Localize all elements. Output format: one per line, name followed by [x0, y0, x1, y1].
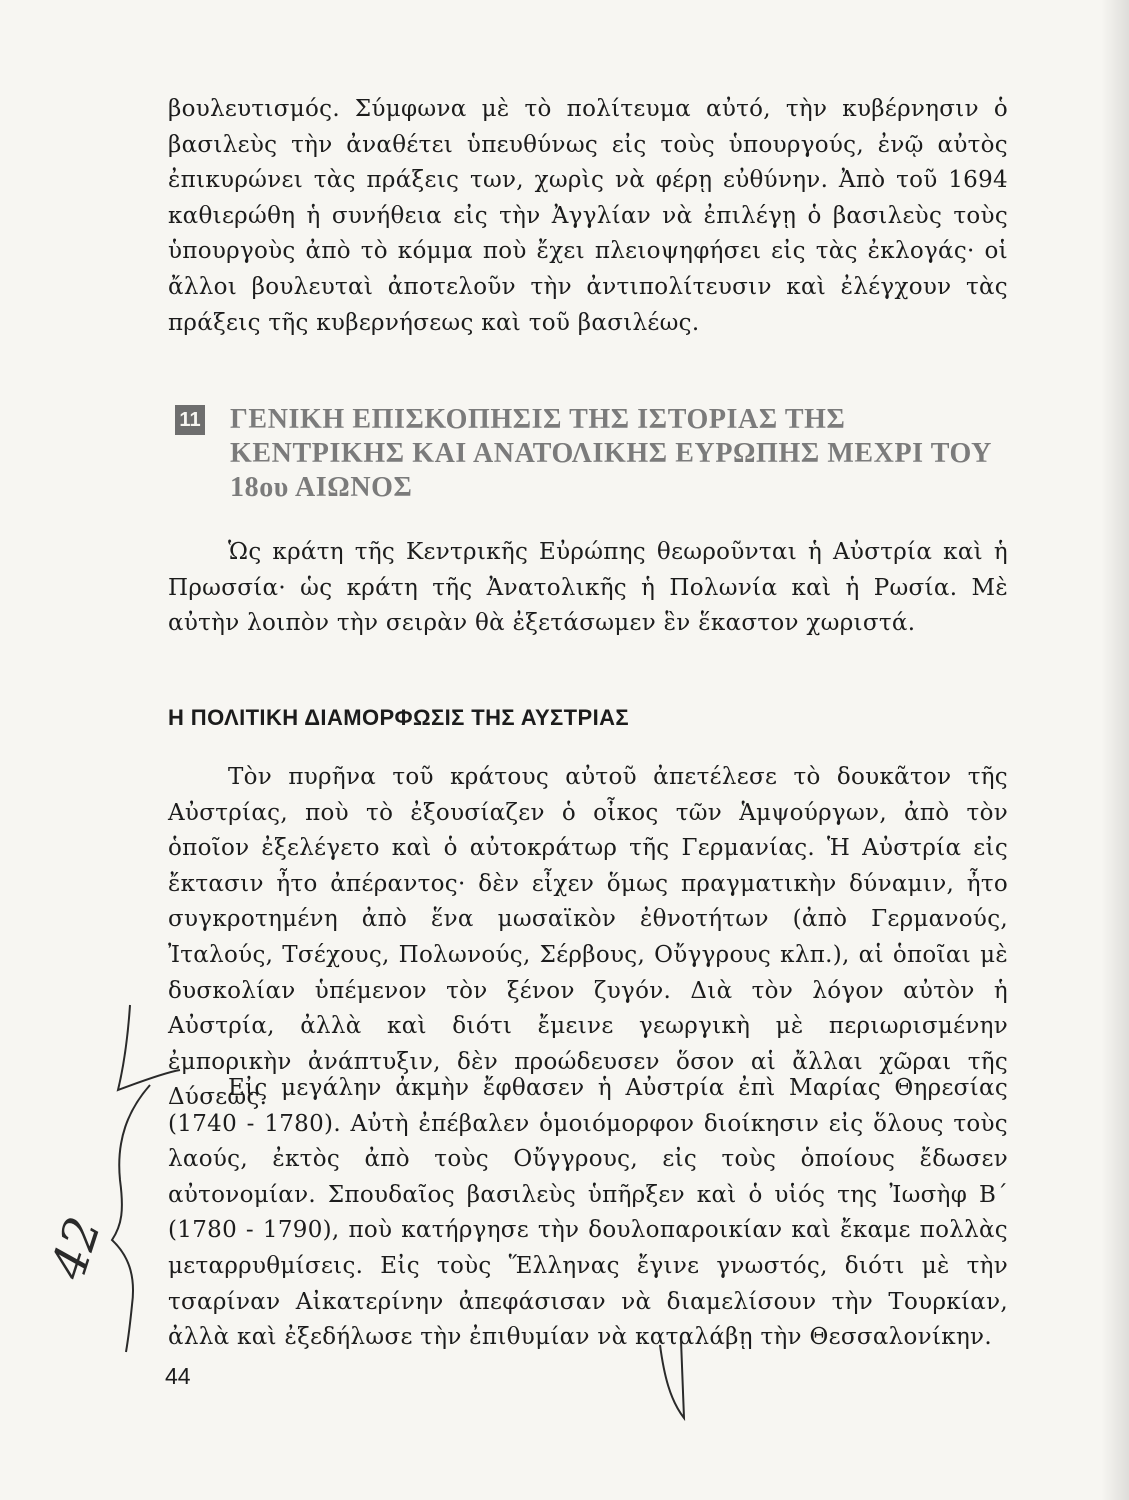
paragraph-maria-theresa: Εἰς μεγάλην ἀκμὴν ἔφθασεν ἡ Αὐστρία ἐπὶ Μαρίας Θηρεσίας (1740 - 1780). Αὐτὴ ἐπέβαλεν ὁμοιόμορφον διοίκησιν εἰς ὅλους τοὺς λαούς, ἐκτὸς ἀπὸ τοὺς Οὔγγρους, εἰς τοὺς ὁποίους ἔδωσεν αὐτονομίαν. Σπουδαῖος βασιλεὺς ὑπῆρξεν καὶ ὁ υἱός της Ἰωσὴφ Β΄ (1780 - 1790), ποὺ κατήργησε τὴν δουλοπαροικίαν καὶ ἔκαμε πολλὰς μεταρρυθμίσεις. Εἰς τοὺς Ἕλληνας ἔγινε γνωστός, διότι μὲ τὴν τσαρίναν Αἰκατερίνην ἀπεφάσισαν νὰ διαμελίσουν τὴν Τουρκίαν, ἀλλὰ καὶ ἐξεδήλωσε τὴν ἐπιθυμίαν νὰ καταλάβῃ τὴν Θεσσαλονίκην. — [168, 1075, 1008, 1351]
page-number: 44 — [165, 1363, 191, 1389]
paragraph-parliamentarism: βουλευτισμός. Σύμφωνα μὲ τὸ πολίτευμα αὐτό, τὴν κυβέρνησιν ὁ βασιλεὺς τὴν ἀναθέτει ὑπευθύνως εἰς τοὺς ὑπουργούς, ἐνῷ αὐτὸς ἐπικυρώνει τὰς πράξεις των, χωρὶς νὰ φέρῃ εὐθύνην. Ἀπὸ τοῦ 1694 καθιερώθη ἡ συνήθεια εἰς τὴν Ἀγγλίαν νὰ ἐπιλέγῃ ὁ βασιλεὺς τοὺς ὑπουργοὺς ἀπὸ τὸ κόμμα ποὺ ἔχει πλειοψηφήσει εἰς τὰς ἐκλογάς· οἱ ἄλλοι βουλευταὶ ἀποτελοῦν τὴν ἀντιπολίτευσιν καὶ ἐλέγχουν τὰς πράξεις τῆς κυβερνήσεως καὶ τοῦ βασιλέως. — [168, 96, 1008, 336]
section-title: ΓΕΝΙΚΗ ΕΠΙΣΚΟΠΗΣΙΣ ΤΗΣ ΙΣΤΟΡΙΑΣ ΤΗΣ ΚΕΝΤΡΙΚΗΣ ΚΑΙ ΑΝΑΤΟΛΙΚΗΣ ΕΥΡΩΠΗΣ ΜΕΧΡΙ ΤΟΥ 18ου ΑΙΩΝΟΣ — [230, 404, 992, 503]
section-number-badge: 11 — [175, 405, 205, 435]
subsection-title: Η ΠΟΛΙΤΙΚΗ ΔΙΑΜΟΡΦΩΣΙΣ ΤΗΣ ΑΥΣΤΡΙΑΣ — [168, 705, 629, 730]
handwritten-page-note: 42 — [40, 1210, 113, 1286]
handwritten-check-mark — [660, 1340, 684, 1418]
margin-bracket-mark — [112, 1005, 180, 1352]
paragraph-austria-core: Τὸν πυρῆνα τοῦ κράτους αὐτοῦ ἀπετέλεσε τὸ δουκᾶτον τῆς Αὐστρίας, ποὺ τὸ ἐξουσίαζεν ὁ οἶκος τῶν Ἁμψούργων, ἀπὸ τὸν ὁποῖον ἐξελέγετο καὶ ὁ αὐτοκράτωρ τῆς Γερμανίας. Ἡ Αὐστρία εἰς ἔκτασιν ἦτο ἀπέραντος· δὲν εἶχεν ὅμως πραγματικὴν δύναμιν, ἦτο συγκροτημένη ἀπὸ ἕνα μωσαϊκὸν ἐθνοτήτων (ἀπὸ Γερμανούς, Ἰταλούς, Τσέχους, Πολωνούς, Σέρβους, Οὔγγρους κλπ.), αἱ ὁποῖαι μὲ δυσκολίαν ὑπέμενον τὸν ξένον ζυγόν. Διὰ τὸν λόγον αὐτὸν ἡ Αὐστρία, ἀλλὰ καὶ διότι ἔμεινε γεωργικὴ μὲ περιωρισμένην ἐμπορικὴν ἀνάπτυξιν, δὲν προώδευσεν ὅσον αἱ ἄλλαι χῶραι τῆς Δύσεως. — [168, 764, 1008, 1111]
paragraph-central-eastern-states: Ὡς κράτη τῆς Κεντρικῆς Εὐρώπης θεωροῦνται ἡ Αὐστρία καὶ ἡ Πρωσσία· ὡς κράτη τῆς Ἀνατολικῆς ἡ Πολωνία καὶ ἡ Ρωσία. Μὲ αὐτὴν λοιπὸν τὴν σειρὰν θὰ ἐξετάσωμεν ἓν ἕκαστον χωριστά. — [168, 539, 1008, 637]
